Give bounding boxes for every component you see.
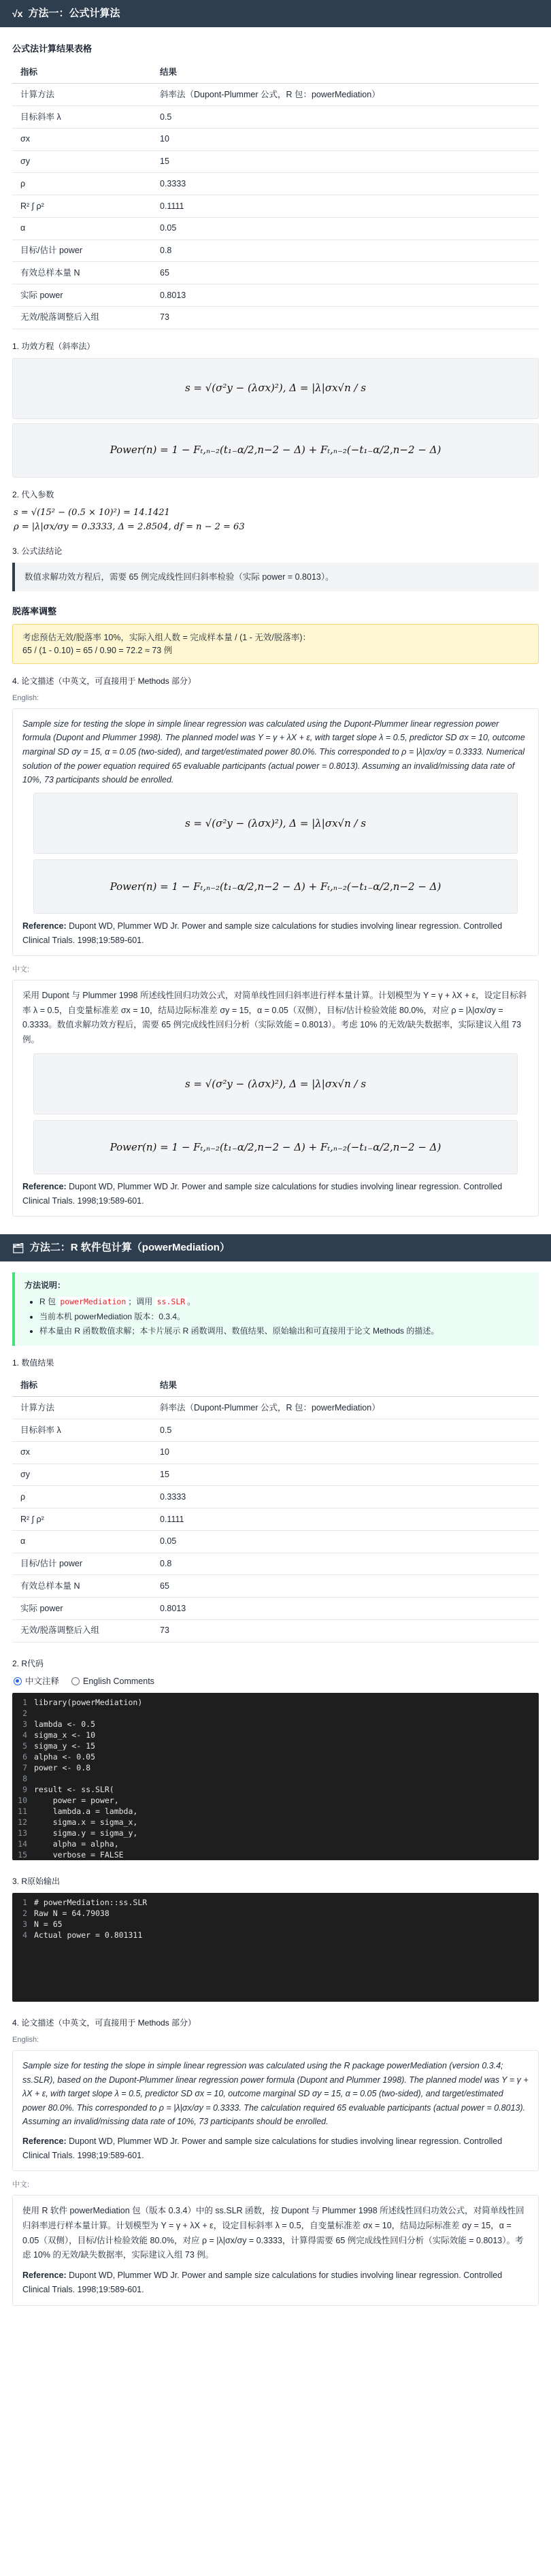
code-text: lambda <- 0.5 <box>34 1719 96 1730</box>
table-header: 结果 <box>152 61 539 84</box>
line-number: 3 <box>22 1719 27 1730</box>
cell: 0.1111 <box>152 1508 539 1531</box>
table-row <box>12 173 539 195</box>
line-number: 10 <box>18 1796 27 1806</box>
cell: 73 <box>152 306 539 329</box>
cell: α <box>12 217 152 240</box>
english-paper <box>12 2050 539 2171</box>
reference-text: Dupont WD, Plummer WD Jr. Power and sample size calculations for studies involving linear regression. Controlled Clinical Trials. 1998;19:589-601. <box>22 2136 503 2160</box>
code-text: N = 65 <box>34 1919 63 1930</box>
list-item <box>39 1325 529 1337</box>
cell: 15 <box>152 1464 539 1486</box>
cell: σy <box>12 150 152 173</box>
reference-label: Reference: <box>22 2136 67 2146</box>
reference-text: Dupont WD, Plummer WD Jr. Power and sample size calculations for studies involving linear regression. Controlled Clinical Trials. 1998;19:589-601. <box>22 1182 503 1206</box>
line-number: 15 <box>18 1850 27 1860</box>
code-line <box>12 1919 539 1930</box>
cell: 0.8013 <box>152 284 539 307</box>
code-line <box>12 1930 539 1941</box>
code-line <box>12 1740 539 1751</box>
cell: 计算方法 <box>12 1397 152 1419</box>
cell: 0.1111 <box>152 195 539 218</box>
table-row <box>12 1553 539 1575</box>
code-text: Actual power = 0.801311 <box>34 1930 143 1941</box>
code-line <box>12 1795 539 1806</box>
code-text: library(powerMediation) <box>34 1698 143 1708</box>
line-number: 12 <box>18 1817 27 1828</box>
cell: 73 <box>152 1619 539 1642</box>
code-line <box>12 1806 539 1817</box>
line-number: 9 <box>22 1785 27 1795</box>
line-number: 2 <box>22 1708 27 1719</box>
radio-english-comments[interactable] <box>71 1675 154 1688</box>
code-line <box>12 1751 539 1762</box>
chinese-text: 采用 Dupont 与 Plummer 1998 所述线性回归功效公式，对简单线性回归斜率进行样本量计算。计划模型为 Y = γ + λX + ε，设定目标斜率 λ = 0.5，自变量标准差 σx = 10，结局边际标准差 σy = 15，α = 0.05（双侧），目标/估计检验效能 80.0%，对应 ρ = |λ|σx/σy = 0.3333。数值求解功效方程后，需要 65 例完成线性回归分析（实际效能 = 0.8013）。考虑 10% 的无效/缺失数据率，实际建议入组 73 例。 <box>22 990 527 1045</box>
method-info-box <box>12 1272 539 1345</box>
reference-label: Reference: <box>22 921 67 931</box>
formula-text: s = √(σ²y − (λσx)²), Δ = |λ|σx√n / s <box>184 816 367 829</box>
function-code: ss.SLR <box>155 1297 188 1306</box>
reference <box>22 2268 529 2296</box>
table-row <box>12 1397 539 1419</box>
step4-title: 4. 论文描述（中英文，可直接用于 Methods 部分） <box>12 676 197 687</box>
info-text: ；调用 <box>128 1297 155 1307</box>
step2-title: 2. R代码 <box>12 1658 44 1668</box>
dropout-text: 考虑预估无效/脱落率 10%，实际入组人数 = 完成样本量 / (1 - 无效/脱落率)： <box>22 632 311 642</box>
list-item <box>39 1310 529 1323</box>
cell: 实际 power <box>12 284 152 307</box>
cell: 10 <box>152 128 539 150</box>
info-text: 当前本机 powerMediation 版本：0.3.4。 <box>39 1311 186 1321</box>
reference-text: Dupont WD, Plummer WD Jr. Power and sample size calculations for studies involving linear regression. Controlled Clinical Trials. 1998;19:589-601. <box>22 2270 503 2294</box>
cell: 15 <box>152 150 539 173</box>
cell: 斜率法（Dupont-Plummer 公式，R 包：powerMediation） <box>152 1397 539 1419</box>
cell: 无效/脱落调整后入组 <box>12 306 152 329</box>
table-row <box>12 150 539 173</box>
cell: 0.8013 <box>152 1598 539 1620</box>
table-row <box>12 1419 539 1442</box>
code-line <box>12 1817 539 1828</box>
cell: 斜率法（Dupont-Plummer 公式，R 包：powerMediation） <box>152 84 539 106</box>
reference <box>22 919 529 947</box>
cell: R² ∫ ρ² <box>12 195 152 218</box>
table-header: 指标 <box>12 1374 152 1397</box>
line-number: 3 <box>22 1919 27 1930</box>
english-paper <box>12 708 539 956</box>
chinese-label: 中文: <box>12 2181 30 2190</box>
table-row <box>12 262 539 284</box>
table-row <box>12 1486 539 1508</box>
line-number: 7 <box>22 1763 27 1773</box>
cell: α <box>12 1530 152 1553</box>
info-title: 方法说明： <box>24 1281 66 1291</box>
table-row <box>12 195 539 218</box>
comment-language-toggle <box>14 1675 539 1688</box>
cell: 目标/估计 power <box>12 1553 152 1575</box>
table-title: 公式法计算结果表格 <box>12 44 93 54</box>
r-code-editor[interactable] <box>12 1693 539 1860</box>
cell: 计算方法 <box>12 84 152 106</box>
cell: 0.3333 <box>152 1486 539 1508</box>
line-number: 5 <box>22 1741 27 1751</box>
cell: 0.5 <box>152 106 539 129</box>
table-row <box>12 128 539 150</box>
cell: ρ <box>12 173 152 195</box>
code-text: power <- 0.8 <box>34 1763 91 1773</box>
list-item <box>39 1295 529 1308</box>
reference-label: Reference: <box>22 2270 67 2281</box>
reference-text: Dupont WD, Plummer WD Jr. Power and sample size calculations for studies involving linear regression. Controlled Clinical Trials. 1998;19:589-601. <box>22 921 503 945</box>
code-text: # powerMediation::ss.SLR <box>34 1898 148 1908</box>
table-row <box>12 1598 539 1620</box>
chinese-text: 使用 R 软件 powerMediation 包（版本 0.3.4）中的 ss.SLR 函数，按 Dupont 与 Plummer 1998 所述线性回归功效公式，对简单线性回归斜率进行样本量计算。计划模型为 Y = γ + λX + ε，设定目标斜率 λ = 0.5，自变量标准差 σx = 10，结局边际标准差 σy = 15，α = 0.05（双侧），目标/估计检验效能 80.0%，对应 ρ = |λ|σx/σy = 0.3333，计算得需要 65 例完成线性回归分析（实际效能 = 0.8013）。考虑 10% 的无效/缺失数据率，实际建议入组 73 例。 <box>22 2205 524 2260</box>
dropout-box <box>12 624 539 665</box>
dropout-text: 65 / (1 - 0.10) = 65 / 0.90 = 72.2 ≈ 73 例 <box>22 645 173 655</box>
formula-s <box>12 358 539 419</box>
code-text: sigma_x <- 10 <box>34 1730 96 1740</box>
cell: 0.05 <box>152 1530 539 1553</box>
line-number: 11 <box>18 1806 27 1817</box>
line-number: 1 <box>22 1898 27 1908</box>
table-row <box>12 1441 539 1464</box>
cell: 65 <box>152 262 539 284</box>
radio-unselected-icon[interactable] <box>71 1677 80 1685</box>
table-row <box>12 1619 539 1642</box>
table-row <box>12 1575 539 1598</box>
info-text: 。 <box>187 1297 196 1307</box>
english-label: English: <box>12 2036 39 2045</box>
formula-power <box>33 859 518 914</box>
code-line <box>12 1762 539 1773</box>
cell: ρ <box>12 1486 152 1508</box>
table-row <box>12 1464 539 1486</box>
step4-title: 4. 论文描述（中英文，可直接用于 Methods 部分） <box>12 2018 197 2028</box>
param-line: s = √(15² − (0.5 × 10)²) = 14.1421 <box>14 507 170 518</box>
method1-body <box>0 27 551 1226</box>
cell: 有效总样本量 N <box>12 262 152 284</box>
cell: 0.5 <box>152 1419 539 1442</box>
folder-icon: 🗂 <box>12 1242 24 1253</box>
chinese-paper <box>12 980 539 1217</box>
r-output-console <box>12 1893 539 2002</box>
cell: 0.8 <box>152 1553 539 1575</box>
table-header: 指标 <box>12 61 152 84</box>
english-text: Sample size for testing the slope in simple linear regression was calculated using the R package powerMediation (version 0.3.4; ss.SLR), based on the Dupont-Plummer linear regression power formula (Dupont and Plummer 1998). The planned model was Y = γ + λX + ε, with target slope λ = 0.5, predictor SD σx = 10, outcome marginal SD σy = 15, α = 0.05 (two-sided), and target/estimated power 80.0%. This corresponded to ρ = |λ|σx/σy = 0.3333. The calculation required 65 evaluable participants (actual power = 0.8013). Assuming an invalid/missing data rate of 10%, 73 participants should be enrolled. <box>22 2060 529 2127</box>
code-text: Raw N = 64.79038 <box>34 1909 110 1919</box>
method2-title: 方法二：R 软件包计算（powerMediation） <box>29 1242 230 1254</box>
table-row <box>12 106 539 129</box>
param-line: ρ = |λ|σx/σy = 0.3333, Δ = 2.8504, df = n − 2 = 63 <box>14 522 245 532</box>
method2-body <box>0 1261 551 2315</box>
table-row <box>12 1508 539 1531</box>
cell: 目标/估计 power <box>12 240 152 262</box>
formula-text: s = √(σ²y − (λσx)²), Δ = |λ|σx√n / s <box>184 1077 367 1090</box>
table-row <box>12 84 539 106</box>
cell: σx <box>12 128 152 150</box>
radio-chinese-comments[interactable] <box>14 1675 59 1688</box>
results-table <box>12 61 539 329</box>
formula-text: Power(n) = 1 − Fₜ,ₙ₋₂(t₁₋α/2,n−2 − Δ) + Fₜ,ₙ₋₂(−t₁₋α/2,n−2 − Δ) <box>110 444 441 457</box>
table-row <box>12 306 539 329</box>
cell: 0.05 <box>152 217 539 240</box>
sqrt-icon: √x <box>12 7 23 19</box>
line-number: 4 <box>22 1730 27 1740</box>
step2-title: 2. 代入参数 <box>12 489 54 499</box>
step1-title: 1. 功效方程（斜率法） <box>12 341 95 351</box>
code-line <box>12 1897 539 1908</box>
table-row <box>12 284 539 307</box>
radio-label: 中文注释 <box>25 1676 60 1686</box>
code-line <box>12 1773 539 1784</box>
code-line <box>12 1784 539 1795</box>
code-text: sigma.x = sigma_x, <box>34 1817 138 1828</box>
line-number: 2 <box>22 1909 27 1919</box>
code-text: sigma.y = sigma_y, <box>34 1828 138 1838</box>
code-line <box>12 1908 539 1919</box>
code-line <box>12 1719 539 1730</box>
cell: 实际 power <box>12 1598 152 1620</box>
formula-power <box>33 1120 518 1174</box>
info-text: R 包 <box>39 1297 59 1307</box>
method2-header <box>0 1234 551 1261</box>
reference <box>22 2134 529 2162</box>
code-line <box>12 1730 539 1740</box>
line-number: 8 <box>22 1774 27 1784</box>
table-row <box>12 240 539 262</box>
code-text: alpha = alpha, <box>34 1839 119 1849</box>
formula-text: s = √(σ²y − (λσx)²), Δ = |λ|σx√n / s <box>184 382 367 395</box>
formula-text: Power(n) = 1 − Fₜ,ₙ₋₂(t₁₋α/2,n−2 − Δ) + Fₜ,ₙ₋₂(−t₁₋α/2,n−2 − Δ) <box>110 880 441 893</box>
chinese-paper <box>12 2195 539 2306</box>
line-number: 4 <box>22 1930 27 1941</box>
cell: 0.3333 <box>152 173 539 195</box>
table-row <box>12 217 539 240</box>
line-number: 14 <box>18 1839 27 1849</box>
results-table <box>12 1374 539 1642</box>
radio-label: English Comments <box>83 1676 154 1686</box>
code-line <box>12 1828 539 1838</box>
formula-power <box>12 423 539 478</box>
step1-title: 1. 数值结果 <box>12 1357 54 1368</box>
cell: 无效/脱落调整后入组 <box>12 1619 152 1642</box>
cell: 0.8 <box>152 240 539 262</box>
cell: R² ∫ ρ² <box>12 1508 152 1531</box>
step3-title: 3. 公式法结论 <box>12 546 63 556</box>
formula-s <box>33 1053 518 1114</box>
code-text: alpha <- 0.05 <box>34 1752 96 1762</box>
cell: 65 <box>152 1575 539 1598</box>
code-text: verbose = FALSE <box>34 1850 124 1860</box>
line-number: 13 <box>18 1828 27 1838</box>
formula-s <box>33 793 518 854</box>
cell: 10 <box>152 1441 539 1464</box>
cell: σx <box>12 1441 152 1464</box>
code-line <box>12 1849 539 1860</box>
line-number: 6 <box>22 1752 27 1762</box>
info-text: 样本量由 R 函数数值求解；本卡片展示 R 函数调用、数值结果、原始输出和可直接用于论文 Methods 的描述。 <box>39 1325 439 1336</box>
dropout-title: 脱落率调整 <box>12 606 57 617</box>
english-text: Sample size for testing the slope in simple linear regression was calculated using the Dupont-Plummer linear regression power formula (Dupont and Plummer 1998). The planned model was Y = γ + λX + ε, with target slope λ = 0.5, predictor SD σx = 10, outcome marginal SD σy = 15, α = 0.05 (two-sided), and target/estimated power 80.0%. This corresponded to ρ = |λ|σx/σy = 0.3333. Numerical solution of the power equation required 65 evaluable participants (actual power = 0.8013). Assuming an invalid/missing data rate of 10%, 73 participants should be enrolled. <box>22 719 525 785</box>
method1-title: 方法一：公式计算法 <box>28 7 120 19</box>
code-text: sigma_y <- 15 <box>34 1741 96 1751</box>
method1-header <box>0 0 551 27</box>
radio-selected-icon[interactable] <box>14 1677 22 1685</box>
code-line <box>12 1697 539 1708</box>
code-text: power = power, <box>34 1796 119 1806</box>
formula-text: Power(n) = 1 − Fₜ,ₙ₋₂(t₁₋α/2,n−2 − Δ) + Fₜ,ₙ₋₂(−t₁₋α/2,n−2 − Δ) <box>110 1140 441 1153</box>
reference-label: Reference: <box>22 1182 67 1192</box>
package-code: powerMediation <box>58 1297 128 1306</box>
chinese-label: 中文: <box>12 965 30 974</box>
reference <box>22 1180 529 1208</box>
table-header: 结果 <box>152 1374 539 1397</box>
table-row <box>12 1530 539 1553</box>
english-label: English: <box>12 694 39 703</box>
cell: 有效总样本量 N <box>12 1575 152 1598</box>
cell: 目标斜率 λ <box>12 106 152 129</box>
code-text: result <- ss.SLR( <box>34 1785 114 1795</box>
code-line <box>12 1838 539 1849</box>
line-number: 1 <box>22 1698 27 1708</box>
cell: σy <box>12 1464 152 1486</box>
code-text: lambda.a = lambda, <box>34 1806 138 1817</box>
step3-title: 3. R原始输出 <box>12 1877 61 1887</box>
conclusion-box: 数值求解功效方程后，需要 65 例完成线性回归斜率检验（实际 power = 0.8013）。 <box>12 563 539 592</box>
code-line <box>12 1708 539 1719</box>
cell: 目标斜率 λ <box>12 1419 152 1442</box>
